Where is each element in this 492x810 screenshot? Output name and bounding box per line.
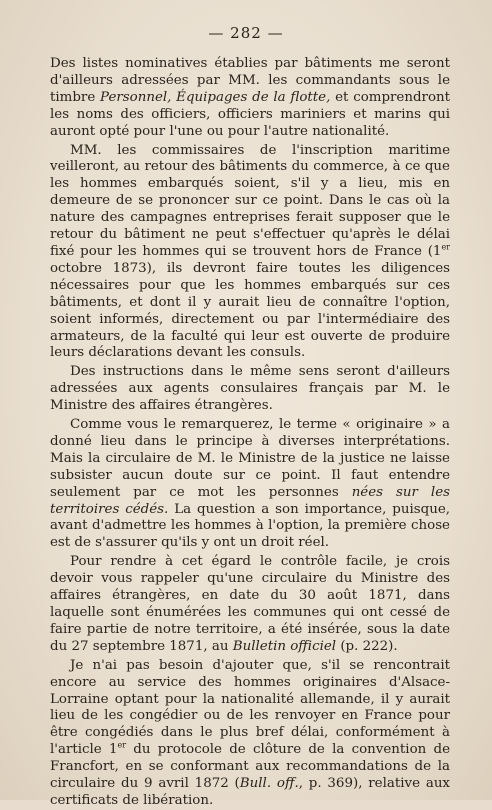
italic-text: nées sur les territoires cédés.: [50, 484, 450, 517]
paragraph: [50, 417, 450, 552]
text-run: Des listes nominatives établies par bâtiments me seront d'ailleurs adressées par MM. les commandants sous le timbre: [50, 56, 450, 105]
paragraph: [50, 364, 450, 415]
text-run: Comme vous le remarquerez, le terme « originaire » a donné lieu dans le principe à diverses interprétations. Mais la circulaire de M. le Ministre de la justice ne laisse subsister aucun doute sur ce point. Il faut entendre seulement par ce mot les personnes: [50, 417, 450, 500]
text-run: octobre 1873), ils devront faire toutes les diligences nécessaires pour que les hommes embarqués sur ces bâtiments, et dont il y aurait lieu de connaître l'option, soient informés, directement ou par l'intermédiaire des armateurs, de la faculté qui leur est ouverte de produire leurs déclarations devant les consuls.: [50, 260, 450, 361]
body-text: [50, 56, 450, 810]
italic-text: Bull. off.: [239, 776, 299, 792]
text-run: MM. les commissaires de l'inscription maritime veilleront, au retour des bâtiments du commerce, à ce que les hommes embarqués soient, s'il y a lieu, mis en demeure de se prononcer sur ce point. Dans le cas où la nature des campagnes entreprises ferait supposer que le retour du bâtiment ne peut s'effectuer qu'après le délai fixé pour les hommes qui se trouvent hors de France (1: [50, 142, 450, 259]
paragraph: [50, 554, 450, 655]
superscript: er: [441, 242, 450, 252]
text-run: et comprendront les noms des officiers, officiers mariniers et marins qui auront opté pour l'une ou pour l'autre nationalité.: [50, 89, 451, 139]
text-run: Des instructions dans le même sens seront d'ailleurs adressées aux agents consulaires français par M. le Ministre des affaires étrangères.: [50, 364, 450, 414]
text-run: Pour rendre à cet égard le contrôle facile, je crois devoir vous rappeler qu'une circulaire du Ministre des affaires étrangères, en date du 30 août 1871, dans laquelle sont énumérées les communes qui ont cessé de faire partie de notre territoire, a été insérée, sous la date du 27 septembre 1871, au: [50, 554, 450, 654]
superscript: er: [117, 740, 127, 750]
text-run: Je n'ai pas besoin d'ajouter que, s'il se rencontrait encore au service des hommes originaires d'Alsace-Lorraine optant pour la nationalité allemande, il y aurait lieu de les congédier ou de les renvoyer en France pour être congédiés dans le plus bref délai, conformément à l'article 1: [50, 657, 450, 758]
text-run: La question a son importance, puisque, avant d'admettre les hommes à l'option, la première chose est de s'assurer qu'ils y ont un droit réel.: [50, 501, 450, 551]
paragraph: [50, 143, 450, 363]
text-run: (p. 222).: [336, 638, 398, 654]
text-run: , p. 369), relative aux certificats de libération.: [50, 776, 450, 808]
text-run: du protocole de clôture de la convention de Francfort, en se conformant aux recommandations de la circulaire du 9 avril 1872 (: [50, 742, 450, 792]
paragraph: [50, 56, 450, 141]
page-number: — 282 —: [208, 24, 284, 42]
paragraph: [50, 658, 450, 810]
italic-text: Bulletin officiel: [232, 638, 337, 654]
italic-text: Personnel, Équipages de la flotte,: [100, 89, 331, 105]
